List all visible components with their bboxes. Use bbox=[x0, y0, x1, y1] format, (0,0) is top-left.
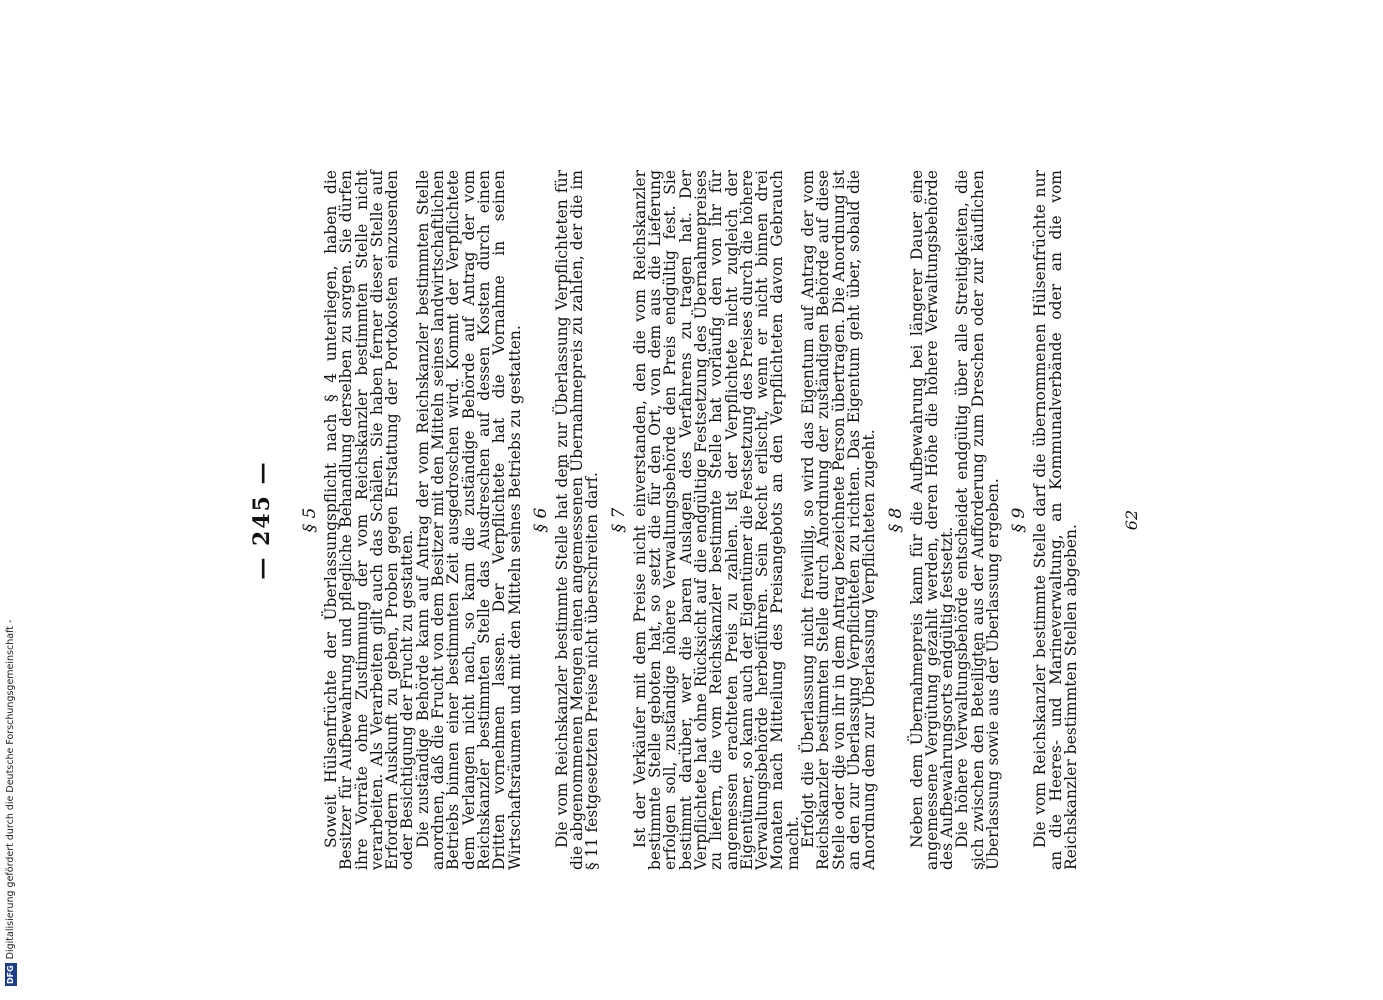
paragraph: Die vom Reichskanzler bestimmte Stelle hat dem zur Überlassung Verpflichteten für die abgenommenen Mengen einen angemessenen Übernahmepreis zu zahlen, der die im § 11 festgesetzten Preise nicht überschreiten darf. bbox=[552, 170, 602, 870]
paragraph: Die höhere Verwaltungsbehörde entscheidet endgültig über alle Streitigkeiten, die sich zwischen den Beteiligten aus der Aufforderung zum Dreschen oder zur käuflichen Überlassung sowie aus der Überlassung ergeben. bbox=[953, 170, 1002, 870]
section-8 bbox=[882, 170, 1002, 870]
dfg-logo: DFG bbox=[5, 965, 15, 984]
section-5 bbox=[296, 170, 523, 870]
section-title: § 7 bbox=[608, 507, 629, 533]
section-title: § 6 bbox=[530, 507, 551, 533]
paragraph: Neben dem Übernahmepreis kann für die Aufbewahrung bei längerer Dauer eine angemessene Vergütung gezahlt werden, deren Höhe die höhere Verwaltungsbehörde des Aufbewahrungsorts endgültig festsetzt. bbox=[907, 170, 957, 870]
digitization-text: Digitalisierung gefördert durch die Deutsche Forschungsgemeinschaft - bbox=[5, 619, 16, 960]
section-title: § 5 bbox=[300, 507, 320, 533]
section-title: § 9 bbox=[1009, 507, 1030, 533]
page-body bbox=[232, 170, 1079, 870]
digitization-note bbox=[2, 0, 20, 1000]
paragraph: Soweit Hülsenfrüchte der Überlassungspflicht nach § 4 unterliegen, haben die Besitzer für Aufbewahrung und pflegliche Behandlung derselben zu sorgen. Sie dürfen ihre Vorräte ohne Zustimmung der vom Reichskanzler bestimmten Stelle nicht verarbeiten. Als Verarbeiten gilt auch das Schälen. Sie haben ferner dieser Stelle auf Erfordern Auskunft zu geben, Proben gegen Erstattung der Portokosten einzusenden oder Besichtigung der Frucht zu gestatten. bbox=[322, 170, 417, 870]
rotated-page bbox=[232, 0, 1222, 1000]
section-9 bbox=[1005, 170, 1079, 870]
paragraph: Die vom Reichskanzler bestimmte Stelle darf die übernommenen Hülsenfrüchte nur an die Heeres- und Marineverwaltung, an Kommunalverbände oder an die vom Reichskanzler bestimmten Stellen abgeben. bbox=[1031, 170, 1080, 870]
page-footer bbox=[1122, 170, 1152, 870]
page-number: — 245 — bbox=[249, 460, 275, 580]
paragraph: Die zuständige Behörde kann auf Antrag der vom Reichskanzler bestimmten Stelle anordnen, daß die Frucht von dem Besitzer mit den Mitteln seines landwirtschaftlichen Betriebs binnen einer bestimmten Zeit ausgedroschen wird. Kommt der Verpflichtete dem Verlangen nicht nach, so kann die zuständige Behörde auf Antrag der vom Reichskanzler bestimmten Stelle das Ausdreschen auf dessen Kosten durch einen Dritten vornehmen lassen. Der Verpflichtete hat die Vornahme in seinen Wirtschaftsräumen und mit den Mitteln seines Betriebs zu gestatten. bbox=[413, 170, 524, 870]
section-title: § 8 bbox=[885, 507, 906, 533]
paragraph: Ist der Verkäufer mit dem Preise nicht einverstanden, den die vom Reichskanzler bestimmte Stelle geboten hat, so setzt die für den Ort, von dem aus die Lieferung erfolgen soll, zuständige höhere Verwaltungsbehörde den Preis endgültig fest. Sie bestimmt darüber, wer die baren Auslagen des Verfahrens zu tragen hat. Der Verpflichtete hat ohne Rücksicht auf die endgültige Festsetzung des Übernahmepreises zu liefern, die vom Reichskanzler bestimmte Stelle hat vorläufig den von ihr für angemessen erachteten Preis zu zahlen. Ist der Verpflichtete nicht zugleich der Eigentümer, so kann auch der Eigentümer die Festsetzung des Preises durch die höhere Verwaltungsbehörde herbeiführen. Sein Recht erlischt, wenn er nicht binnen drei Monaten nach Mitteilung des Preisangebots an den Verpflichteten davon Gebrauch macht. bbox=[630, 170, 802, 870]
sheet-number: 62 bbox=[1122, 509, 1141, 531]
paragraph: Erfolgt die Überlassung nicht freiwillig, so wird das Eigentum auf Antrag der vom Reichskanzler bestimmten Stelle durch Anordnung der zuständigen Behörde auf diese Stelle oder die von ihr in dem Antrag bezeichnete Person übertragen. Die Anordnung ist an den zur Überlassung Verpflichteten zu richten. Das Eigentum geht über, sobald die Anordnung dem zur Überlassung Verpflichteten zugeht. bbox=[799, 170, 879, 870]
section-6 bbox=[527, 170, 601, 870]
section-7 bbox=[605, 170, 878, 870]
